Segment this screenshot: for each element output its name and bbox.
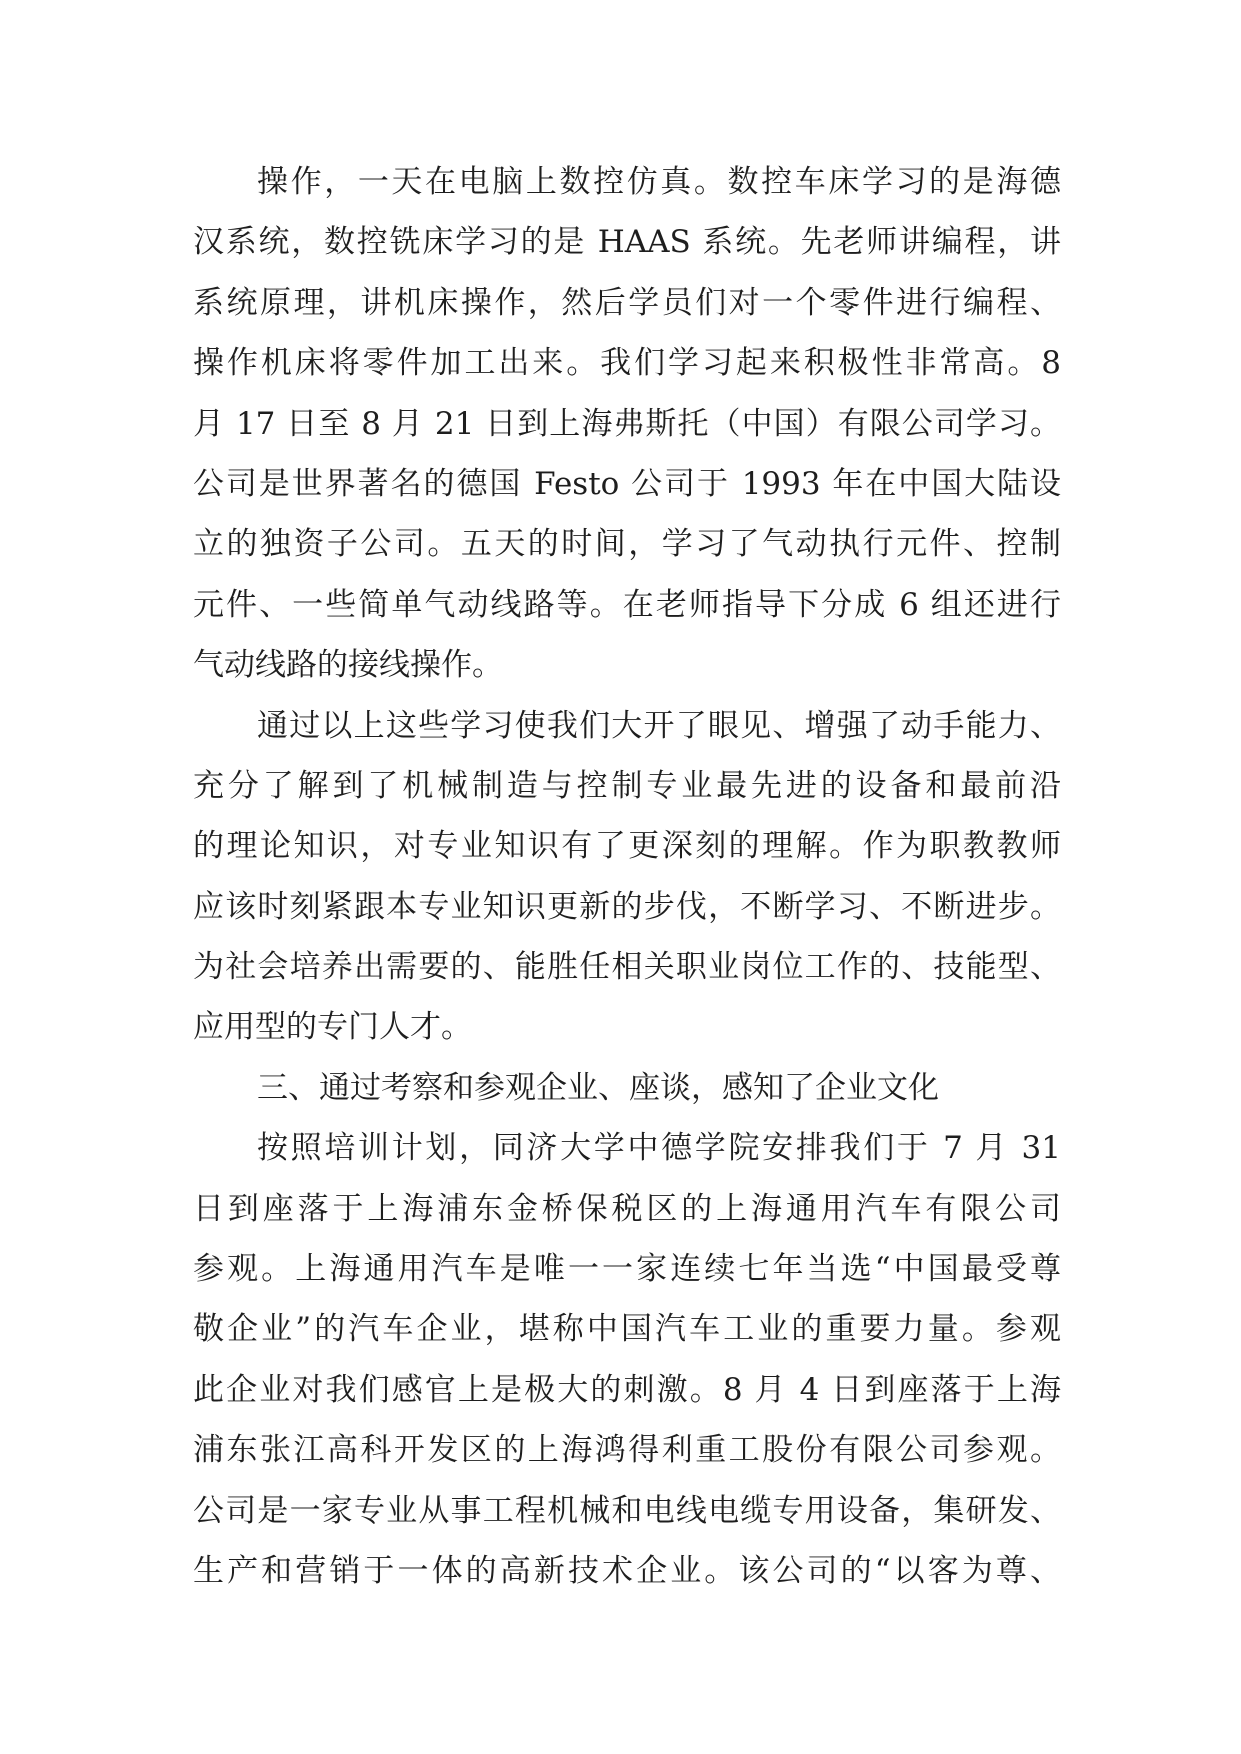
text-line: 应该时刻紧跟本专业知识更新的步伐，不断学习、不断进步。 — [193, 888, 1061, 925]
text-line: 的理论知识，对专业知识有了更深刻的理解。作为职教教师 — [193, 828, 1061, 865]
text-line: 公司是世界著名的德国 Festo 公司于 1993 年在中国大陆设 — [193, 465, 1061, 502]
text-line: 汉系统，数控铣床学习的是 HAAS 系统。先老师讲编程，讲 — [193, 224, 1061, 261]
text-line: 公司是一家专业从事工程机械和电线电缆专用设备，集研发、 — [193, 1492, 1061, 1529]
text-line: 敬企业”的汽车企业，堪称中国汽车工业的重要力量。参观 — [193, 1311, 1061, 1348]
text-line: 气动线路的接线操作。 — [193, 647, 503, 684]
text-line: 应用型的专门人才。 — [193, 1009, 472, 1046]
text-line: 通过以上这些学习使我们大开了眼见、增强了动手能力、 — [257, 707, 1061, 744]
text-line: 此企业对我们感官上是极大的刺激。8 月 4 日到座落于上海 — [193, 1371, 1061, 1408]
text-line: 生产和营销于一体的高新技术企业。该公司的“以客为尊、 — [193, 1552, 1061, 1589]
text-line: 日到座落于上海浦东金桥保税区的上海通用汽车有限公司 — [193, 1190, 1061, 1227]
text-line: 按照培训计划，同济大学中德学院安排我们于 7 月 31 — [257, 1130, 1061, 1167]
text-line: 充分了解到了机械制造与控制专业最先进的设备和最前沿 — [193, 767, 1061, 804]
text-line: 为社会培养出需要的、能胜任相关职业岗位工作的、技能型、 — [193, 949, 1061, 986]
text-line: 三、通过考察和参观企业、座谈，感知了企业文化 — [257, 1069, 939, 1106]
text-line: 浦东张江高科开发区的上海鸿得利重工股份有限公司参观。 — [193, 1432, 1061, 1469]
text-line: 立的独资子公司。五天的时间，学习了气动执行元件、控制 — [193, 526, 1061, 563]
text-line: 元件、一些简单气动线路等。在老师指导下分成 6 组还进行 — [193, 586, 1061, 623]
text-line: 参观。上海通用汽车是唯一一家连续七年当选“中国最受尊 — [193, 1251, 1061, 1288]
text-line: 操作，一天在电脑上数控仿真。数控车床学习的是海德 — [257, 164, 1061, 200]
text-line: 系统原理，讲机床操作，然后学员们对一个零件进行编程、 — [193, 284, 1061, 321]
text-line: 月 17 日至 8 月 21 日到上海弗斯托（中国）有限公司学习。 — [193, 405, 1061, 442]
body-text — [193, 152, 1061, 1601]
text-line: 操作机床将零件加工出来。我们学习起来积极性非常高。8 — [193, 345, 1061, 382]
